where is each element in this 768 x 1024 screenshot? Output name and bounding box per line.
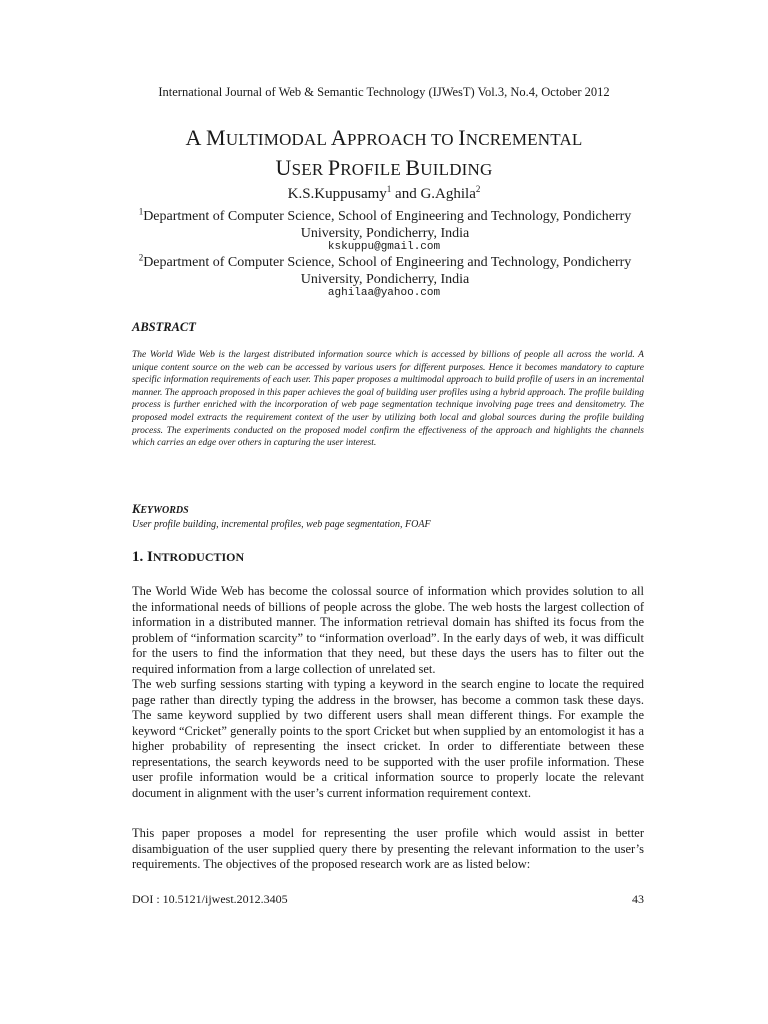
intro-paragraph [132, 584, 644, 801]
intro-paragraph: This paper proposes a model for representing the user profile which would assist in better disambiguation of the user supplied query there by presenting the relevant information to the user’s requirements. The objectives of the proposed research work are as listed below: [132, 826, 644, 871]
keywords-body: User profile building, incremental profiles, web page segmentation, FOAF [132, 519, 431, 530]
title-line-1: A MULTIMODAL APPROACH TO INCREMENTAL [185, 125, 583, 150]
keywords-heading: KEYWORDS [132, 502, 189, 516]
affiliation-superscript: 1 [138, 206, 144, 217]
journal-header: International Journal of Web & Semantic Technology (IJWesT) Vol.3, No.4, October 2012 [158, 85, 610, 99]
intro-paragraph-part: The web surfing sessions starting with typing a keyword in the search engine to locate the required page rather than directly typing the address in the browser, has become a common task these days. The same keyword supplied by two different users shall mean different things. For example the keyword “Cricket” generally points to the sport Cricket but when supplied by an entomologist it has a higher probability of representing the insect cricket. In order to differentiate between these representations, the search keywords need to be supported with the user profile information. These user profile information would be a critical information source to properly locate the relevant document in alignment with the user’s current information requirement context. [132, 677, 644, 800]
author-superscript: 2 [475, 184, 481, 194]
author-connector: and [391, 186, 421, 202]
author-line [0, 186, 768, 203]
affiliation-2 [130, 254, 640, 288]
section-heading-introduction: 1. INTRODUCTION [132, 549, 245, 565]
affiliation-text: Department of Computer Science, School of Engineering and Technology, Pondicherry University, Pondicherry, India [143, 255, 632, 287]
affiliation-text: Department of Computer Science, School of Engineering and Technology, Pondicherry University, Pondicherry, India [143, 209, 632, 241]
abstract-body: The World Wide Web is the largest distributed information source which is accessed by billions of people all across the world. A unique content source on the web can be accessed by various users for different purposes. Hence it becomes mandatory to capture specific information requirements of each user. This paper proposes a multimodal approach to build profile of users in an incremental manner. The approach proposed in this paper achieves the goal of building user profiles using a hybrid approach. The profile building process is further enriched with the incorporation of web page segmentation technique involving page trees and densitometry. The proposed model extracts the requirement context of the user by utilizing both local and global sources during the profile building process. The experiments conducted on the proposed model confirm the effectiveness of the approach and highlights the channels which carries an edge over others in capturing the user interest. [132, 350, 644, 449]
page-number: 43 [632, 892, 644, 906]
paper-title [0, 124, 768, 184]
title-line-2: USER PROFILE BUILDING [275, 155, 493, 180]
author-name: G.Aghila [420, 186, 476, 202]
affiliation-1 [130, 208, 640, 242]
footer-doi: DOI : 10.5121/ijwest.2012.3405 [132, 892, 288, 906]
author-superscript: 1 [386, 184, 392, 194]
affiliation-superscript: 2 [138, 252, 144, 263]
abstract-heading: ABSTRACT [132, 320, 196, 334]
author-email: aghilaa@yahoo.com [327, 287, 441, 299]
author-name: K.S.Kuppusamy [287, 186, 387, 202]
intro-paragraph-part: The World Wide Web has become the colossal source of information which provides solution to all the informational needs of billions of people across the globe. The web hosts the largest collection of information in a distributed manner. The information retrieval domain has shifted its focus from the problem of “information scarcity” to “information overload”. In the early days of web, it was difficult for the users to find the information that they need, but these days the users has to filter out the required information from a large collection of unrelated set. [132, 584, 644, 676]
author-email: kskuppu@gmail.com [327, 241, 441, 253]
